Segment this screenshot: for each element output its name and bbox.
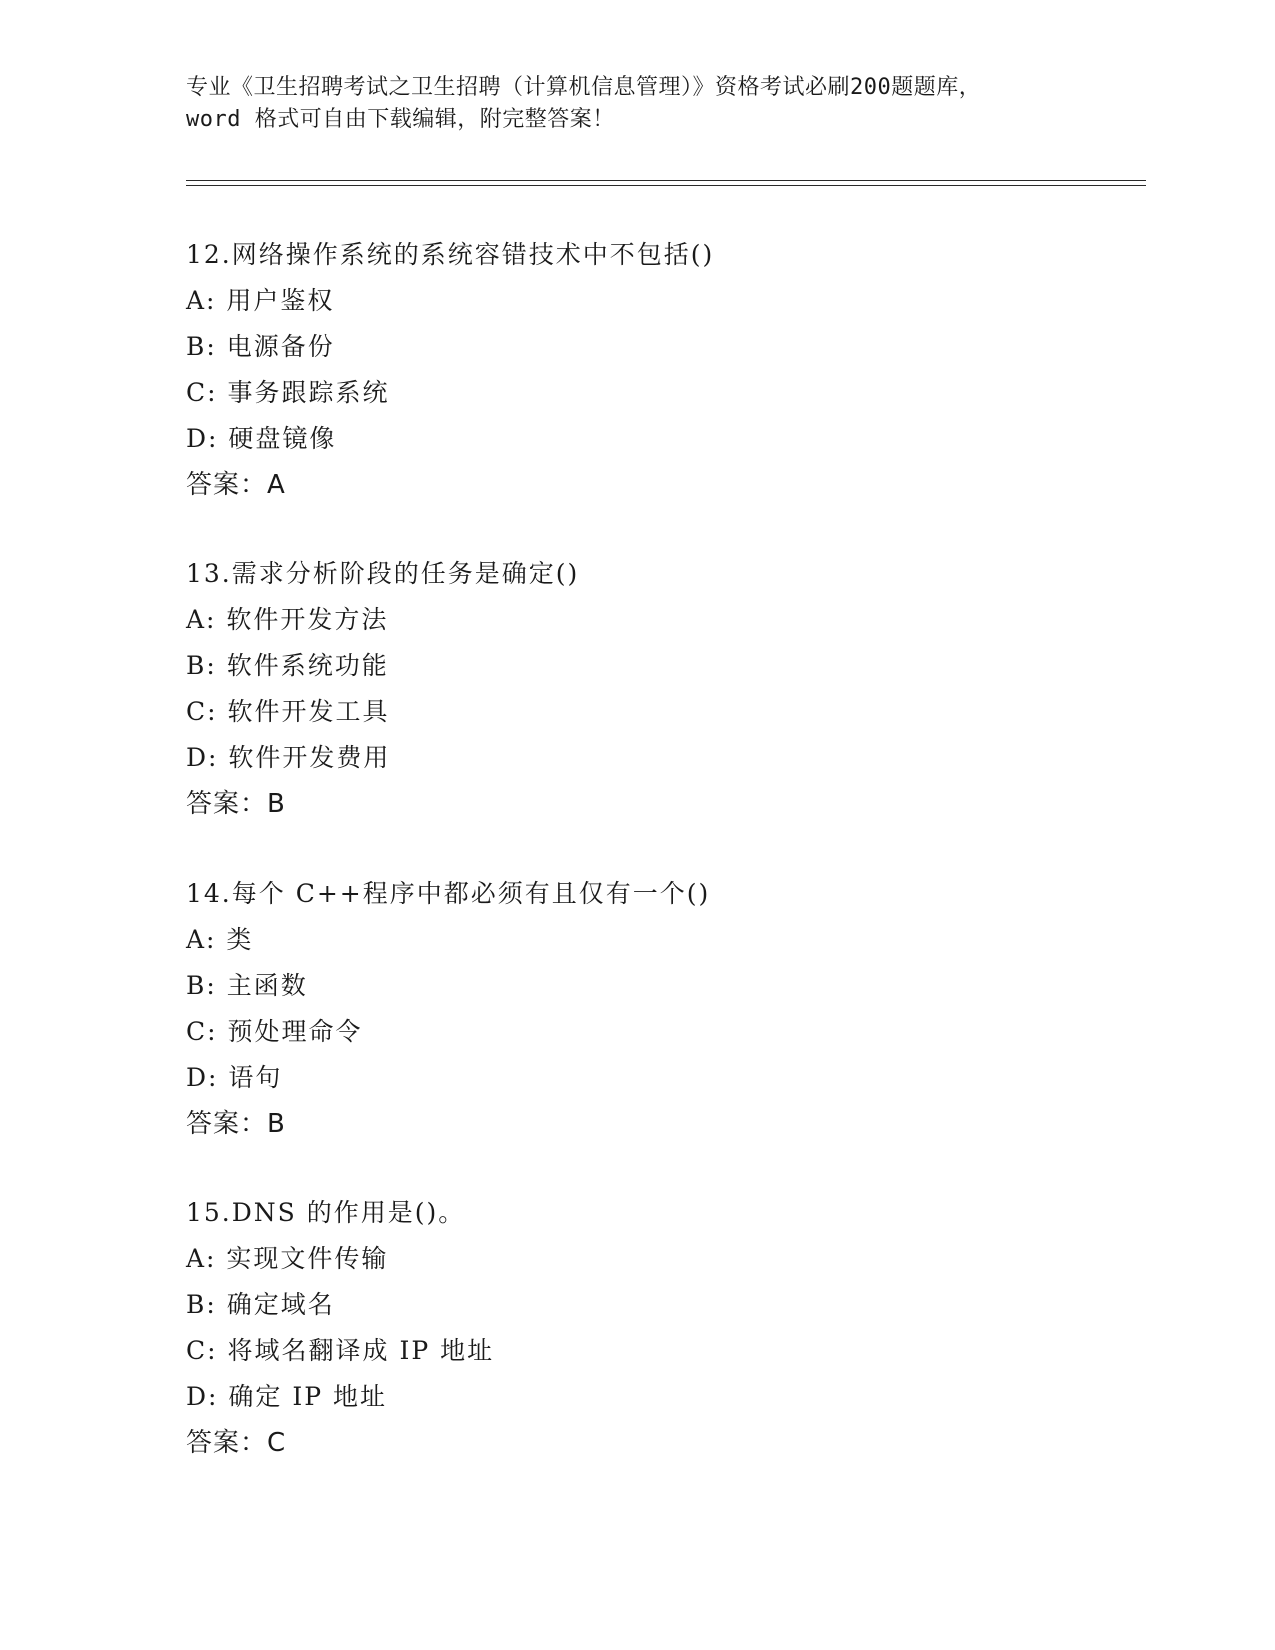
question-stem: 14.每个 C++程序中都必须有且仅有一个()	[186, 879, 711, 908]
option-d: D: 确定 IP 地址	[186, 1382, 388, 1411]
question-12	[186, 232, 1086, 508]
option-c: C: 软件开发工具	[186, 697, 390, 726]
question-stem: 13.需求分析阶段的任务是确定()	[186, 559, 580, 588]
option-d: D: 硬盘镜像	[186, 424, 337, 453]
header-divider-bottom	[186, 185, 1146, 186]
question-15	[186, 1190, 1086, 1466]
header-line-2: word 格式可自由下载编辑，附完整答案！	[186, 107, 615, 132]
option-a: A: 用户鉴权	[186, 286, 335, 315]
option-d: D: 软件开发费用	[186, 743, 391, 772]
option-a: A: 实现文件传输	[186, 1244, 389, 1273]
answer-line: 答案：C	[186, 1428, 287, 1458]
option-b: B: 确定域名	[186, 1290, 335, 1319]
answer-line: 答案：A	[186, 470, 286, 500]
header-divider-top	[186, 180, 1146, 181]
option-a: A: 类	[186, 925, 254, 954]
question-13	[186, 551, 1086, 827]
option-c: C: 预处理命令	[186, 1017, 363, 1046]
option-c: C: 将域名翻译成 IP 地址	[186, 1336, 495, 1365]
header-line-1: 专业《卫生招聘考试之卫生招聘（计算机信息管理）》资格考试必刷200题题库，	[186, 75, 982, 100]
question-stem: 12.网络操作系统的系统容错技术中不包括()	[186, 240, 715, 269]
question-stem: 15.DNS 的作用是()。	[186, 1198, 466, 1227]
option-a: A: 软件开发方法	[186, 605, 389, 634]
option-b: B: 电源备份	[186, 332, 335, 361]
document-header	[186, 72, 1086, 136]
answer-line: 答案：B	[186, 789, 286, 819]
option-b: B: 主函数	[186, 971, 308, 1000]
question-14	[186, 871, 1086, 1147]
answer-line: 答案：B	[186, 1109, 286, 1139]
option-c: C: 事务跟踪系统	[186, 378, 390, 407]
option-d: D: 语句	[186, 1063, 283, 1092]
option-b: B: 软件系统功能	[186, 651, 389, 680]
